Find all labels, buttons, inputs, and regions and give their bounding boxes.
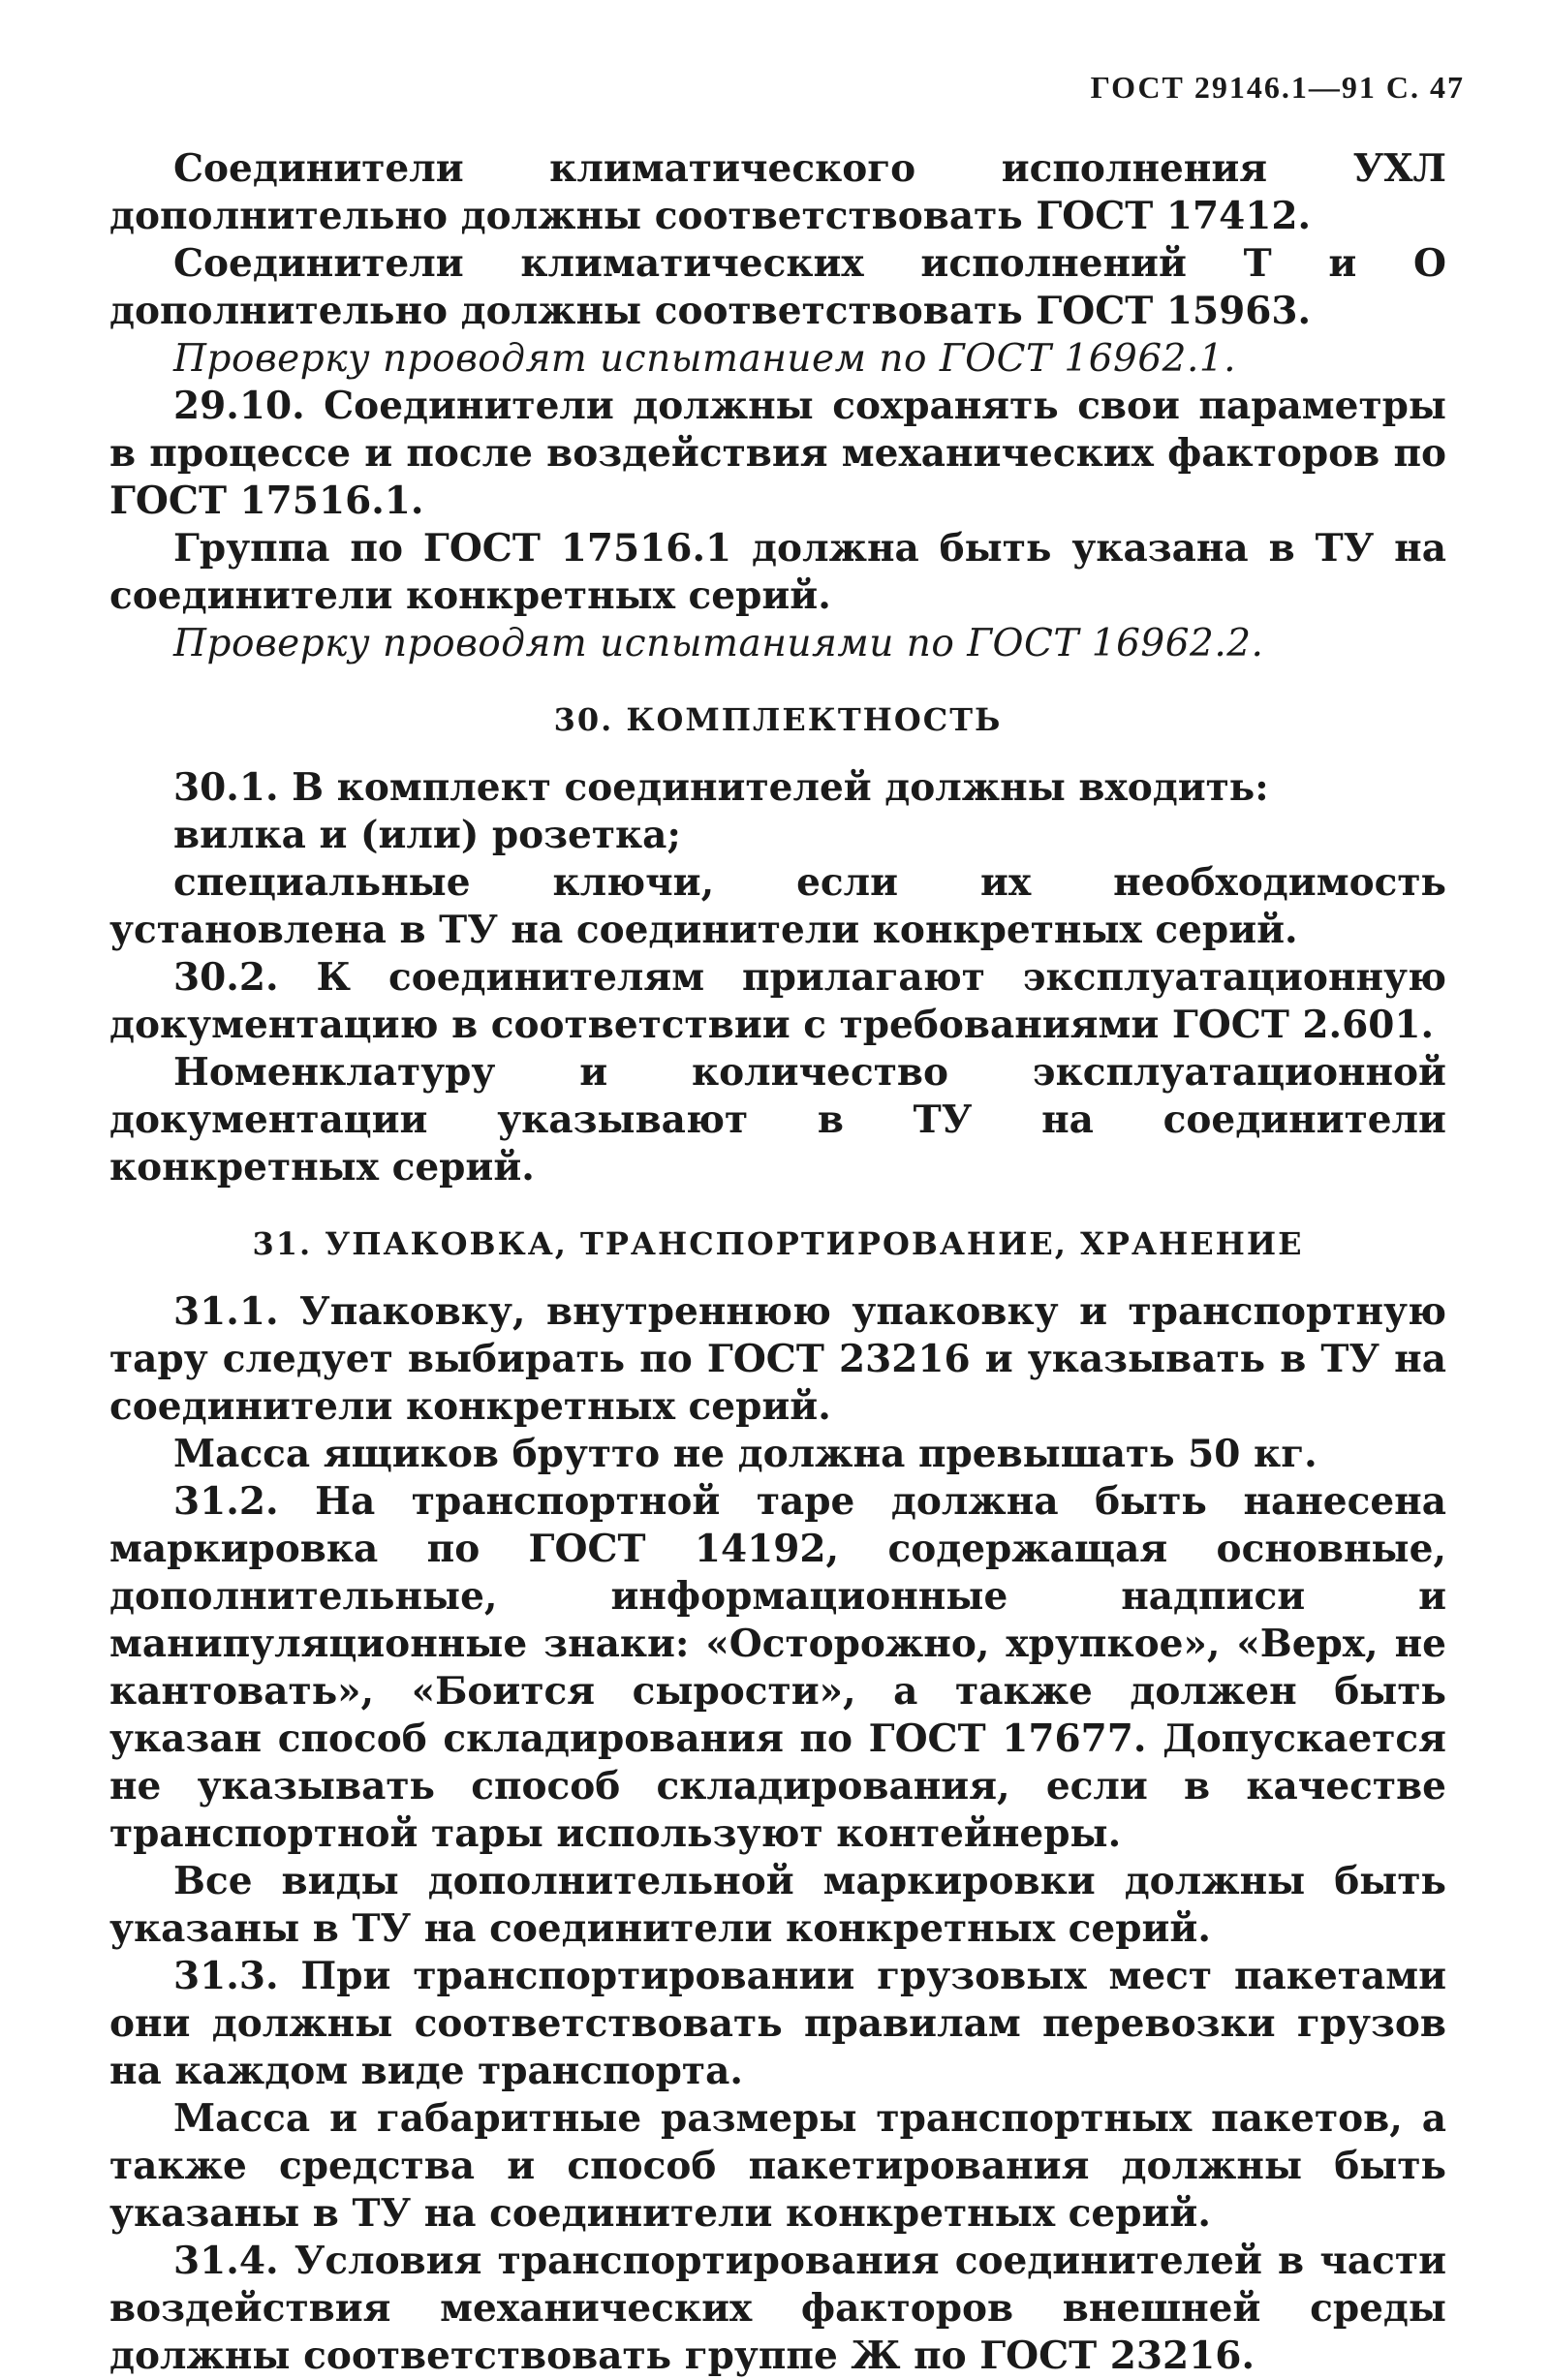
paragraph: Масса и габаритные размеры транспортных пакетов, а также средства и способ пакетирования должны быть указаны в ТУ на соединители конкретных серий. (109, 2096, 1446, 2236)
paragraph: 31.2. На транспортной таре должна быть нанесена маркировка по ГОСТ 14192, содержащая основные, дополнительные, информационные надписи и манипуляционные знаки: «Осторожно, хрупкое», «Верх, не кантовать», «Боится сырости», а также должен быть указан способ складирования по ГОСТ 17677. Допускается не указывать способ складирования, если в качестве транспортной тары используют контейнеры. (109, 1479, 1446, 1856)
paragraph: вилка и (или) розетка; (173, 813, 681, 857)
verification-note: Проверку проводят испытаниями по ГОСТ 16962.2. (173, 622, 1264, 665)
paragraph: 31.1. Упаковку, внутреннюю упаковку и транспортную тару следует выбирать по ГОСТ 23216 и указывать в ТУ на соединители конкретных серий. (109, 1289, 1446, 1429)
paragraph: Соединители климатических исполнений Т и О дополнительно должны соответствовать ГОСТ 15963. (109, 241, 1446, 333)
paragraph: Все виды дополнительной маркировки должны быть указаны в ТУ на соединители конкретных серий. (109, 1859, 1446, 1951)
paragraph: специальные ключи, если их необходимость установлена в ТУ на соединители конкретных серий. (109, 860, 1446, 952)
verification-note: Проверку проводят испытанием по ГОСТ 16962.1. (173, 337, 1237, 381)
paragraph: 31.4. Условия транспортирования соединителей в части воздействия механических факторов внешней среды должны соответствовать группе Ж по ГОСТ 23216. (109, 2239, 1446, 2378)
paragraph: Соединители климатического исполнения УХЛ дополнительно должны соответствовать ГОСТ 17412. (109, 146, 1446, 238)
paragraph: Группа по ГОСТ 17516.1 должна быть указана в ТУ на соединители конкретных серий. (109, 526, 1446, 618)
paragraph: Масса ящиков брутто не должна превышать 50 кг. (173, 1432, 1318, 1476)
paragraph: Номенклатуру и количество эксплуатационной документации указывают в ТУ на соединители конкретных серий. (109, 1050, 1446, 1190)
section-heading-31: 31. УПАКОВКА, ТРАНСПОРТИРОВАНИЕ, ХРАНЕНИЕ (252, 1225, 1304, 1262)
section-heading-30: 30. КОМПЛЕКТНОСТЬ (553, 701, 1003, 738)
paragraph: 30.1. В комплект соединителей должны входить: (173, 765, 1269, 810)
document-body (109, 145, 1446, 2380)
paragraph: 31.3. При транспортировании грузовых мест пакетами они должны соответствовать правилам перевозки грузов на каждом виде транспорта. (109, 1954, 1446, 2093)
paragraph: 29.10. Соединители должны сохранять свои параметры в процессе и после воздействия механических факторов по ГОСТ 17516.1. (109, 384, 1446, 523)
paragraph: 30.2. К соединителям прилагают эксплуатационную документацию в соответствии с требованиями ГОСТ 2.601. (109, 955, 1446, 1047)
page-header: ГОСТ 29146.1—91 С. 47 (1090, 70, 1465, 105)
